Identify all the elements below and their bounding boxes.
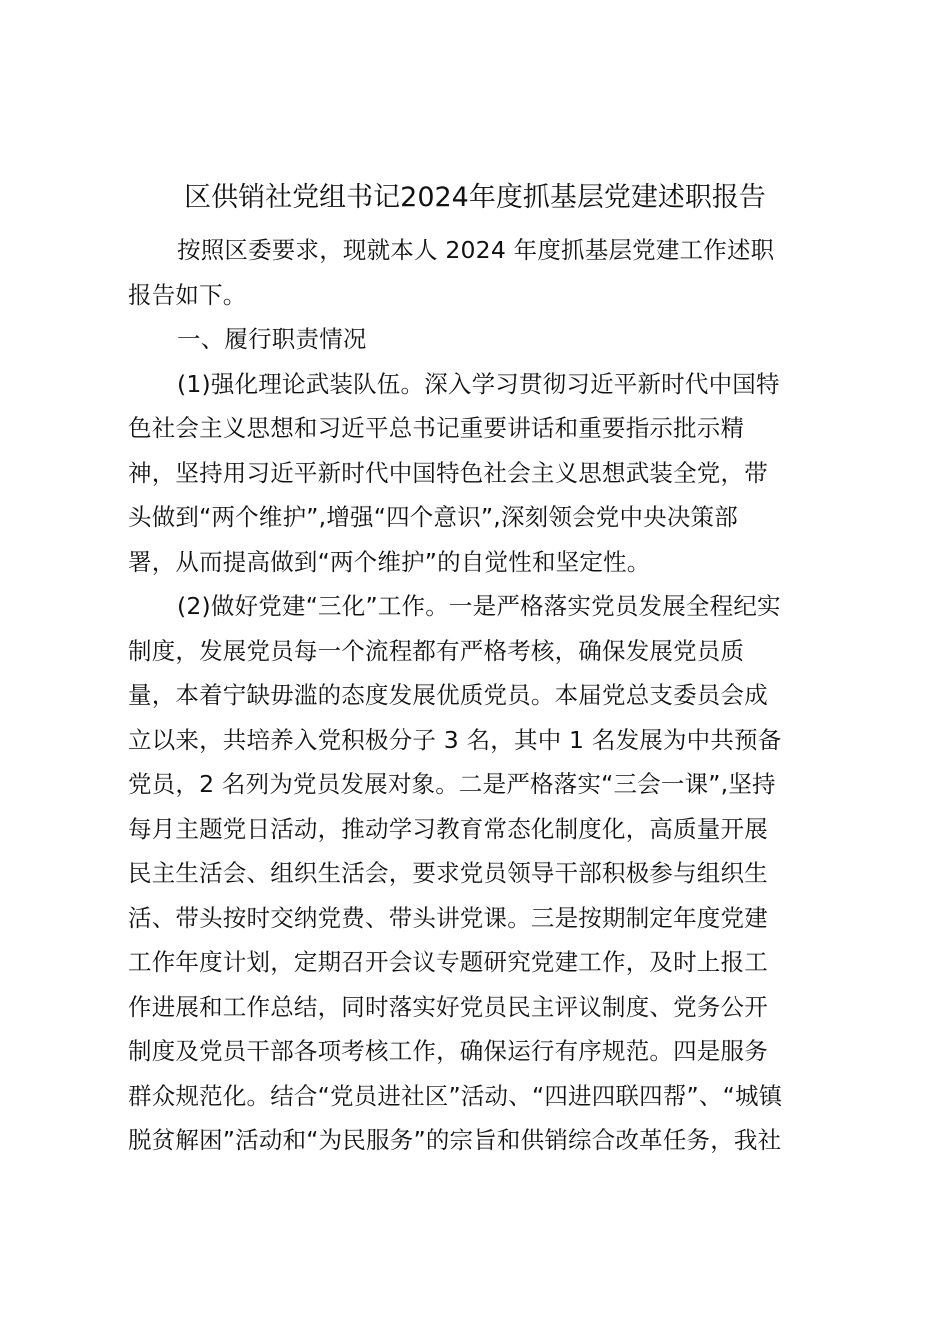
text-line: 脱贫解困”活动和“为民服务”的宗旨和供销综合改革任务，我社: [128, 1126, 782, 1154]
text-line: 党员，2 名列为党员发展对象。二是严格落实“三会一课”,坚持: [128, 770, 776, 798]
text-line: 按照区委要求，现就本人 2024 年度抓基层党建工作述职: [177, 236, 775, 264]
document-body: [128, 228, 848, 1163]
text-line: 作进展和工作总结，同时落实好党员民主评议制度、党务公开: [128, 992, 768, 1021]
text-line: 立以来，共培养入党积极分子 3 名，其中 1 名发展为中共预备: [128, 725, 782, 754]
text-line: 活、带头按时交纳党费、带头讲党课。三是按期制定年度党建: [128, 903, 768, 932]
text-line: 色社会主义思想和习近平总书记重要讲话和重要指示批示精: [128, 414, 745, 442]
text-line: 工作年度计划，定期召开会议专题研究党建工作，及时上报工: [128, 948, 768, 976]
text-line: 制度，发展党员每一个流程都有严格考核，确保发展党员质: [128, 636, 745, 665]
text-line: 署，从而提高做到“两个维护”的自觉性和坚定性。: [128, 547, 651, 576]
text-line: 群众规范化。结合“党员进社区”活动、“四进四联四帮”、“城镇: [128, 1081, 783, 1110]
text-line: 量，本着宁缺毋滥的态度发展优质党员。本届党总支委员会成: [128, 681, 768, 709]
text-line: (2)做好党建“三化”工作。一是严格落实党员发展全程纪实: [177, 592, 781, 620]
text-line: 头做到“两个维护”,增强“四个意识”,深刻领会党中央决策部: [128, 503, 738, 531]
text-line: 制度及党员干部各项考核工作，确保运行有序规范。四是服务: [128, 1037, 768, 1065]
text-line: 神，坚持用习近平新时代中国特色社会主义思想武装全党，带: [128, 458, 768, 487]
text-line: 每月主题党日活动，推动学习教育常态化制度化，高质量开展: [128, 814, 768, 843]
document-title: 区供销社党组书记2024年度抓基层党建述职报告: [184, 182, 766, 213]
text-line: 报告如下。: [128, 280, 247, 309]
text-line: (1)强化理论武装队伍。深入学习贯彻习近平新时代中国特: [177, 369, 780, 398]
text-line: 一、履行职责情况: [177, 325, 367, 353]
text-line: 民主生活会、组织生活会，要求党员领导干部积极参与组织生: [128, 859, 768, 887]
